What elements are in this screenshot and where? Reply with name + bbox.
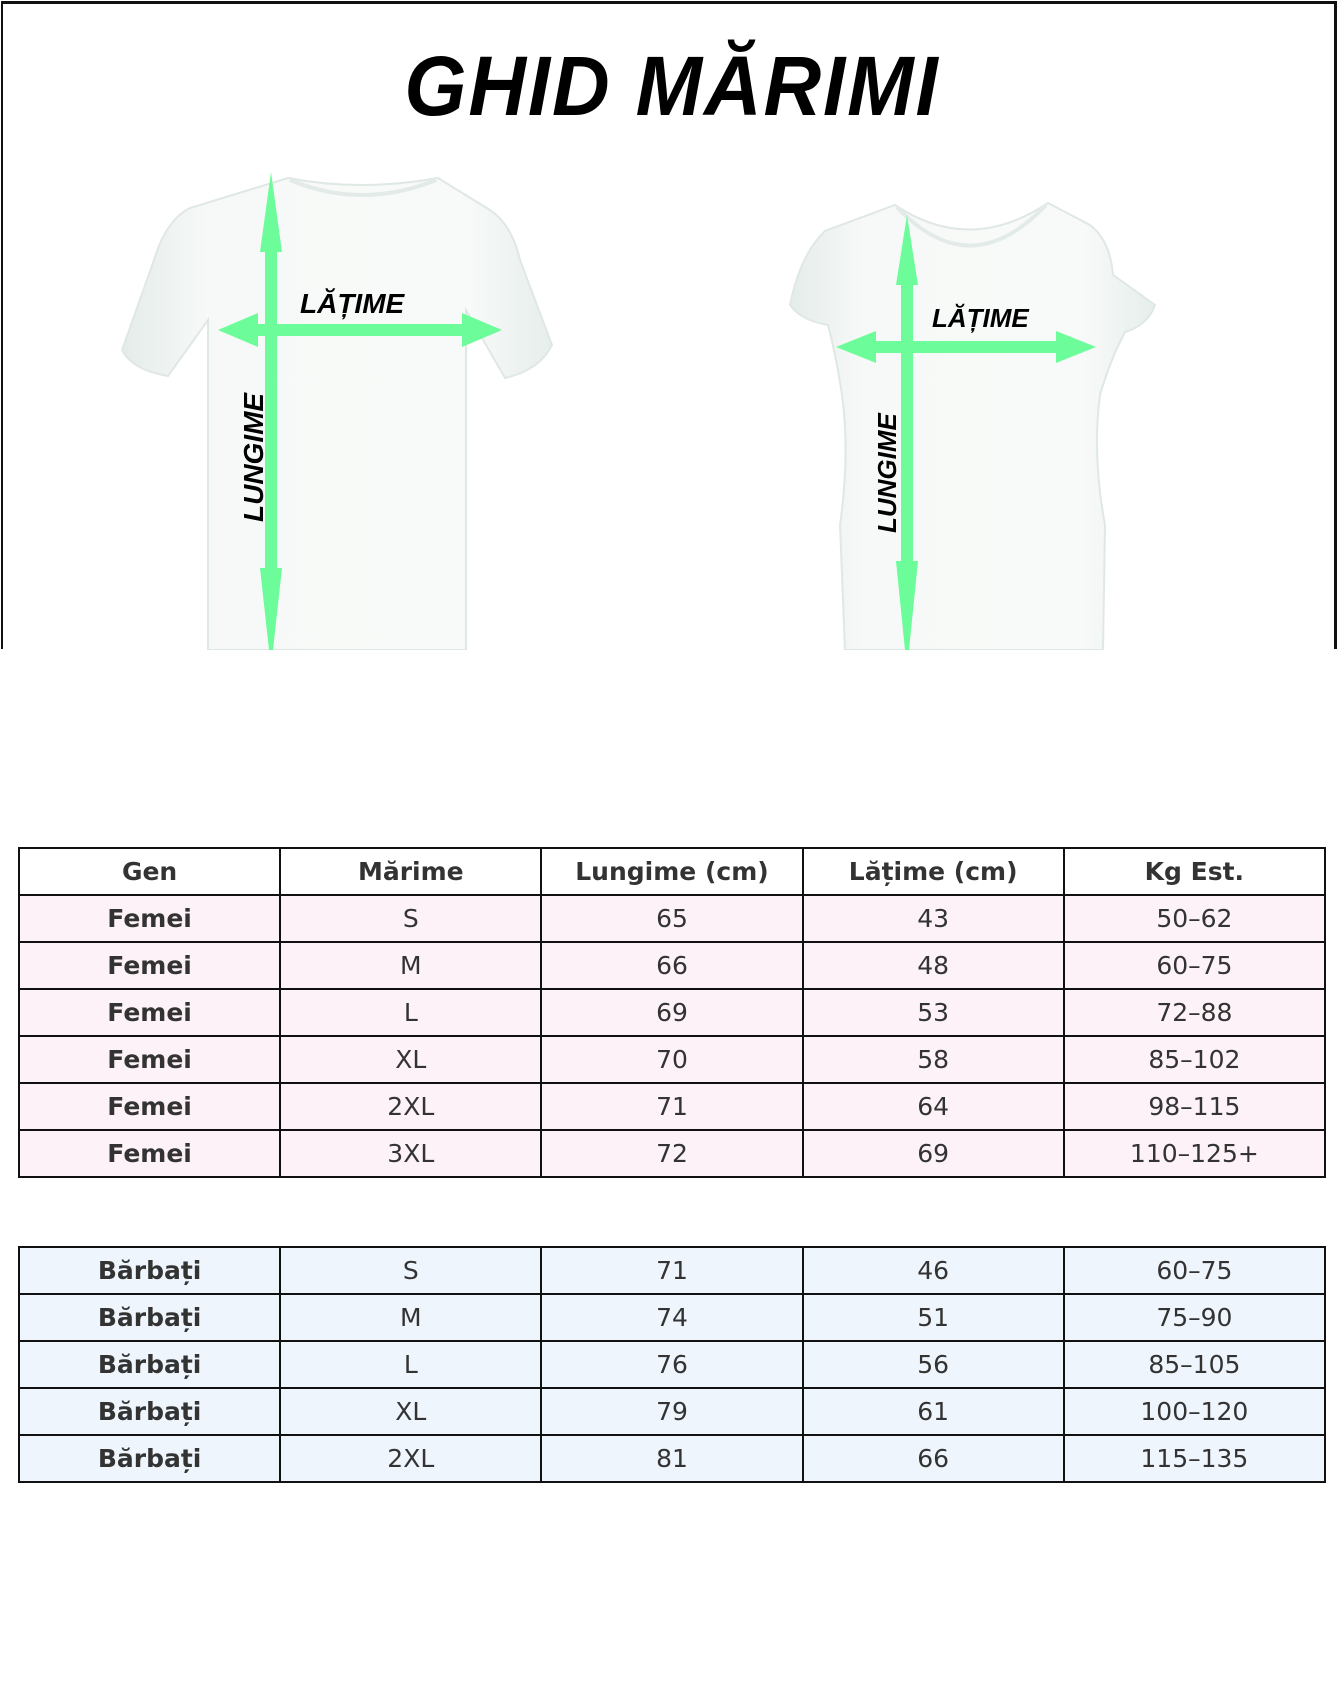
gen-cell: Bărbați xyxy=(19,1435,280,1482)
width-cell: 64 xyxy=(803,1083,1064,1130)
size-cell: 2XL xyxy=(280,1083,541,1130)
width-cell: 43 xyxy=(803,895,1064,942)
men-shirt-illustration xyxy=(120,170,600,650)
kg-cell: 72–88 xyxy=(1064,989,1325,1036)
header-kg: Kg Est. xyxy=(1064,848,1325,895)
length-cell: 81 xyxy=(541,1435,802,1482)
women-width-label: LĂȚIME xyxy=(932,303,1029,333)
women-shirt-shape xyxy=(790,203,1155,650)
men-length-label: LUNGIME xyxy=(238,392,269,522)
length-cell: 76 xyxy=(541,1341,802,1388)
size-cell: L xyxy=(280,989,541,1036)
size-cell: XL xyxy=(280,1388,541,1435)
page-title: GHID MĂRIMI xyxy=(404,39,940,133)
length-cell: 74 xyxy=(541,1294,802,1341)
size-cell: S xyxy=(280,895,541,942)
header-gen: Gen xyxy=(19,848,280,895)
length-cell: 65 xyxy=(541,895,802,942)
gen-cell: Femei xyxy=(19,989,280,1036)
gen-cell: Femei xyxy=(19,895,280,942)
table-row xyxy=(19,1435,1325,1482)
kg-cell: 75–90 xyxy=(1064,1294,1325,1341)
table-row xyxy=(19,1083,1325,1130)
width-cell: 61 xyxy=(803,1388,1064,1435)
length-cell: 71 xyxy=(541,1247,802,1294)
gen-cell: Bărbați xyxy=(19,1388,280,1435)
kg-cell: 60–75 xyxy=(1064,1247,1325,1294)
gen-cell: Femei xyxy=(19,1130,280,1177)
table-row xyxy=(19,1130,1325,1177)
kg-cell: 115–135 xyxy=(1064,1435,1325,1482)
men-size-table xyxy=(18,1246,1326,1483)
table-row xyxy=(19,1341,1325,1388)
kg-cell: 100–120 xyxy=(1064,1388,1325,1435)
women-shirt-figure xyxy=(780,195,1180,650)
width-cell: 46 xyxy=(803,1247,1064,1294)
gen-cell: Femei xyxy=(19,942,280,989)
kg-cell: 85–102 xyxy=(1064,1036,1325,1083)
kg-cell: 50–62 xyxy=(1064,895,1325,942)
length-cell: 72 xyxy=(541,1130,802,1177)
width-cell: 69 xyxy=(803,1130,1064,1177)
gen-cell: Bărbați xyxy=(19,1294,280,1341)
table-row xyxy=(19,989,1325,1036)
size-cell: L xyxy=(280,1341,541,1388)
men-shirt-figure xyxy=(120,170,600,650)
width-cell: 58 xyxy=(803,1036,1064,1083)
women-size-table xyxy=(18,847,1326,1178)
size-cell: 2XL xyxy=(280,1435,541,1482)
width-cell: 53 xyxy=(803,989,1064,1036)
table-row xyxy=(19,895,1325,942)
size-cell: M xyxy=(280,942,541,989)
women-length-label: LUNGIME xyxy=(872,413,902,533)
table-row xyxy=(19,1388,1325,1435)
kg-cell: 110–125+ xyxy=(1064,1130,1325,1177)
table-row xyxy=(19,1036,1325,1083)
table-header-row xyxy=(19,848,1325,895)
kg-cell: 60–75 xyxy=(1064,942,1325,989)
size-cell: XL xyxy=(280,1036,541,1083)
length-cell: 69 xyxy=(541,989,802,1036)
men-width-label: LĂȚIME xyxy=(300,288,405,319)
table-row xyxy=(19,1247,1325,1294)
kg-cell: 85–105 xyxy=(1064,1341,1325,1388)
width-cell: 66 xyxy=(803,1435,1064,1482)
kg-cell: 98–115 xyxy=(1064,1083,1325,1130)
table-row xyxy=(19,1294,1325,1341)
size-cell: S xyxy=(280,1247,541,1294)
width-cell: 56 xyxy=(803,1341,1064,1388)
width-cell: 48 xyxy=(803,942,1064,989)
header-marime: Mărime xyxy=(280,848,541,895)
women-shirt-illustration xyxy=(780,195,1180,650)
gen-cell: Femei xyxy=(19,1083,280,1130)
header-latime: Lățime (cm) xyxy=(803,848,1064,895)
width-cell: 51 xyxy=(803,1294,1064,1341)
gen-cell: Femei xyxy=(19,1036,280,1083)
gen-cell: Bărbați xyxy=(19,1341,280,1388)
men-shirt-shape xyxy=(122,178,552,650)
header-lungime: Lungime (cm) xyxy=(541,848,802,895)
length-cell: 66 xyxy=(541,942,802,989)
length-cell: 70 xyxy=(541,1036,802,1083)
gen-cell: Bărbați xyxy=(19,1247,280,1294)
table-row xyxy=(19,942,1325,989)
length-cell: 71 xyxy=(541,1083,802,1130)
size-cell: 3XL xyxy=(280,1130,541,1177)
size-cell: M xyxy=(280,1294,541,1341)
length-cell: 79 xyxy=(541,1388,802,1435)
